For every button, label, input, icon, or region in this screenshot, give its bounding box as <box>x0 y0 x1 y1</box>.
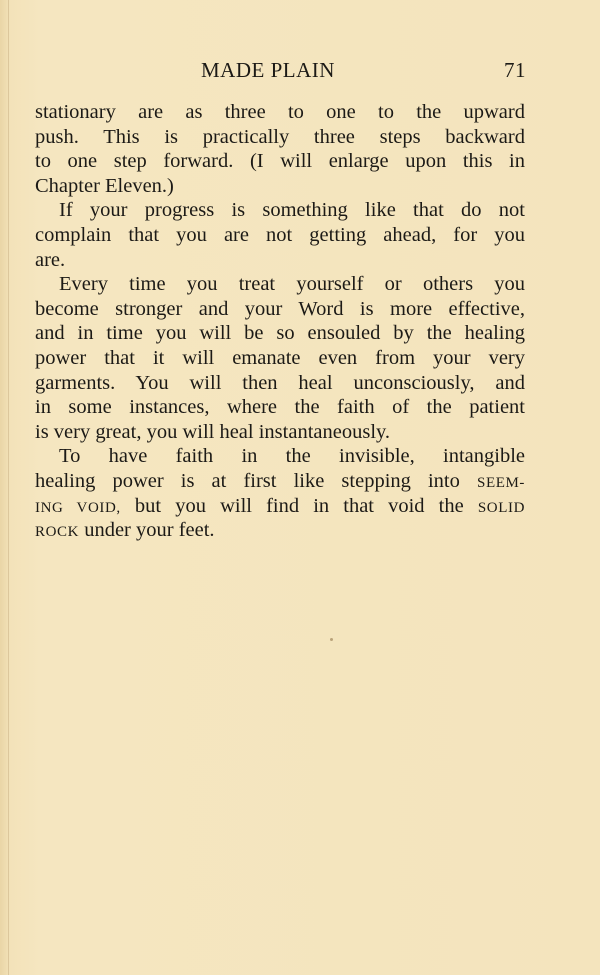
text-line-mixed <box>35 494 525 519</box>
text-line: If your progress is something like that do not <box>59 199 525 222</box>
small-caps-fragment: SOLID <box>477 499 526 516</box>
small-caps-fragment: ROCK <box>35 524 80 541</box>
page-gutter-edge <box>8 0 9 975</box>
text-line: and in time you will be so ensouled by the healing <box>35 322 525 345</box>
text-line: in some instances, where the faith of the patient <box>35 396 525 419</box>
small-caps-fragment: SEEM- <box>477 474 525 491</box>
text-fragment: healing power is at first like stepping into <box>35 469 460 492</box>
running-head <box>36 58 526 88</box>
small-caps-fragment: ING VOID, <box>35 499 121 516</box>
text-line: are. <box>35 248 66 271</box>
text-line: become stronger and your Word is more effective, <box>35 297 525 320</box>
text-line: Chapter Eleven.) <box>35 174 174 197</box>
body-text <box>35 100 525 543</box>
text-line-mixed <box>35 518 525 543</box>
text-fragment: under your feet. <box>84 519 215 542</box>
text-line: garments. You will then heal unconsciously, and <box>35 371 525 394</box>
text-line: complain that you are not getting ahead, for you <box>35 223 525 246</box>
text-line: stationary are as three to one to the upward <box>35 101 525 123</box>
text-line: power that it will emanate even from your very <box>35 346 525 369</box>
text-line: is very great, you will heal instantaneously. <box>35 420 391 443</box>
text-line: to one step forward. (I will enlarge upon this in <box>35 150 525 173</box>
text-fragment: but you will find in that void the <box>134 494 464 517</box>
paper-speck <box>330 638 333 641</box>
text-line: push. This is practically three steps backward <box>35 125 525 148</box>
page-number: 71 <box>504 58 526 82</box>
text-line: To have faith in the invisible, intangible <box>59 445 525 468</box>
text-line: Every time you treat yourself or others you <box>59 273 525 296</box>
running-title: MADE PLAIN <box>201 58 335 82</box>
text-line-mixed <box>35 469 525 494</box>
